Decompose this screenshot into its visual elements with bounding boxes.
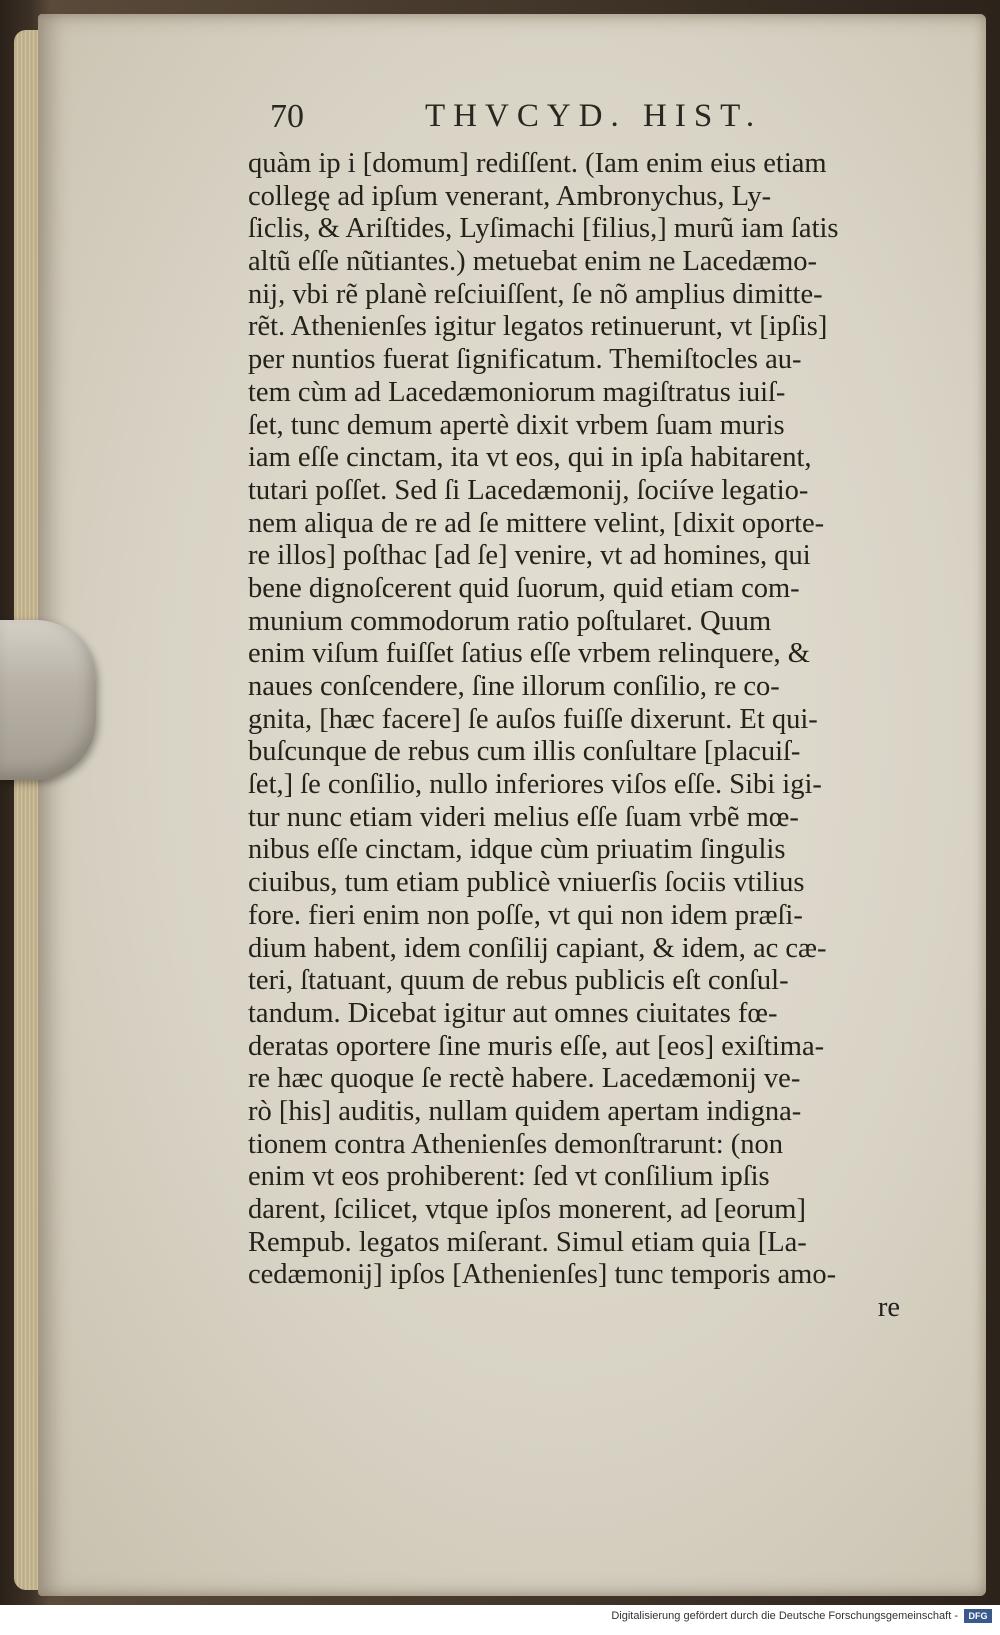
text-line: bene dignoſcerent quid ſuorum, quid etiam com- — [248, 572, 800, 604]
text-line: gnita, [hæc facere] ſe auſos fuiſſe dixerunt. Et qui- — [248, 703, 818, 735]
page-number: 70 — [270, 98, 304, 135]
text-line: rò [his] auditis, nullam quidem apertam indigna- — [248, 1095, 802, 1127]
text-line: teri, ſtatuant, quum de rebus publicis eſt conſul- — [248, 965, 789, 997]
text-line: ſet,] ſe conſilio, nullo inferiores viſos eſſe. Sibi igi- — [248, 769, 822, 801]
text-line: Rempub. legatos miſerant. Simul etiam quia [La- — [248, 1226, 807, 1258]
text-line: enim vt eos prohiberent: ſed vt conſilium ipſis — [248, 1161, 770, 1193]
text-line: tem cùm ad Lacedæmoniorum magiſtratus iuiſ- — [248, 376, 786, 408]
body-text — [248, 148, 938, 1325]
text-line: darent, ſcilicet, vtque ipſos monerent, ad [eorum] — [248, 1194, 806, 1225]
text-line: enim viſum fuiſſet ſatius eſſe vrbem relinquere, & — [248, 638, 810, 670]
text-line: tutari poſſet. Sed ſi Lacedæmonij, ſociíve legatio- — [248, 474, 809, 506]
text-line: re illos] poſthac [ad ſe] venire, vt ad homines, qui — [248, 540, 811, 572]
text-line: collegę ad ipſum venerant, Ambronychus, Ly- — [248, 180, 772, 212]
text-line: re hæc quoque ſe rectè habere. Lacedæmonij ve- — [248, 1063, 801, 1095]
text-line: ſiclis, & Ariſtides, Lyſimachi [filius,] murũ iam ſatis — [248, 213, 839, 245]
running-head: THVCYD. HIST. — [425, 98, 763, 134]
text-line: nem aliqua de re ad ſe mittere velint, [dixit oporte- — [248, 507, 825, 539]
text-line: quàm ip i [domum] rediſſent. (Iam enim eius etiam — [248, 148, 827, 179]
text-line: naues conſcendere, ſine illorum conſilio, re co- — [248, 671, 780, 702]
text-line: tur nunc etiam videri melius eſſe ſuam vrbẽ mœ- — [248, 801, 799, 833]
text-line: ſet, tunc demum apertè dixit vrbem ſuam muris — [248, 409, 785, 441]
text-line: iam eſſe cinctam, ita vt eos, qui in ipſa habitarent, — [248, 442, 812, 474]
text-line: altũ eſſe nũtiantes.) metuebat enim ne Lacedæmo- — [248, 246, 817, 278]
page-clip — [0, 620, 96, 780]
text-line: buſcunque de rebus cum illis conſultare [placuiſ- — [248, 736, 801, 768]
text-line: deratas oportere ſine muris eſſe, aut [eos] exiſtima- — [248, 1030, 825, 1062]
text-line: nij, vbi rẽ planè reſciuiſſent, ſe nõ amplius dimitte- — [248, 278, 823, 310]
text-line: ciuibus, tum etiam publicè vniuerſis ſociis vtilius — [248, 867, 805, 899]
text-line: rẽt. Athenienſes igitur legatos retinuerunt, vt [ipſis] — [248, 311, 828, 343]
text-line: dium habent, idem conſilij capiant, & idem, ac cæ- — [248, 932, 827, 964]
text-line: munium commodorum ratio poſtularet. Quum — [248, 605, 772, 637]
text-line: cedæmonij] ipſos [Athenienſes] tunc temporis amo- — [248, 1259, 837, 1291]
text-line: fore. fieri enim non poſſe, vt qui non idem præſi- — [248, 899, 803, 931]
text-line: per nuntios fuerat ſignificatum. Themiſtocles au- — [248, 344, 802, 376]
text-line: tandum. Dicebat igitur aut omnes ciuitates fœ- — [248, 997, 778, 1029]
dfg-logo: DFG — [964, 1609, 992, 1623]
funding-credit: Digitalisierung gefördert durch die Deutsche Forschungsgemeinschaft - — [611, 1610, 958, 1622]
catchword: re — [877, 1292, 900, 1324]
text-line: tionem contra Athenienſes demonſtrarunt: (non — [248, 1128, 784, 1160]
text-line: nibus eſſe cinctam, idque cùm priuatim ſingulis — [248, 834, 786, 866]
